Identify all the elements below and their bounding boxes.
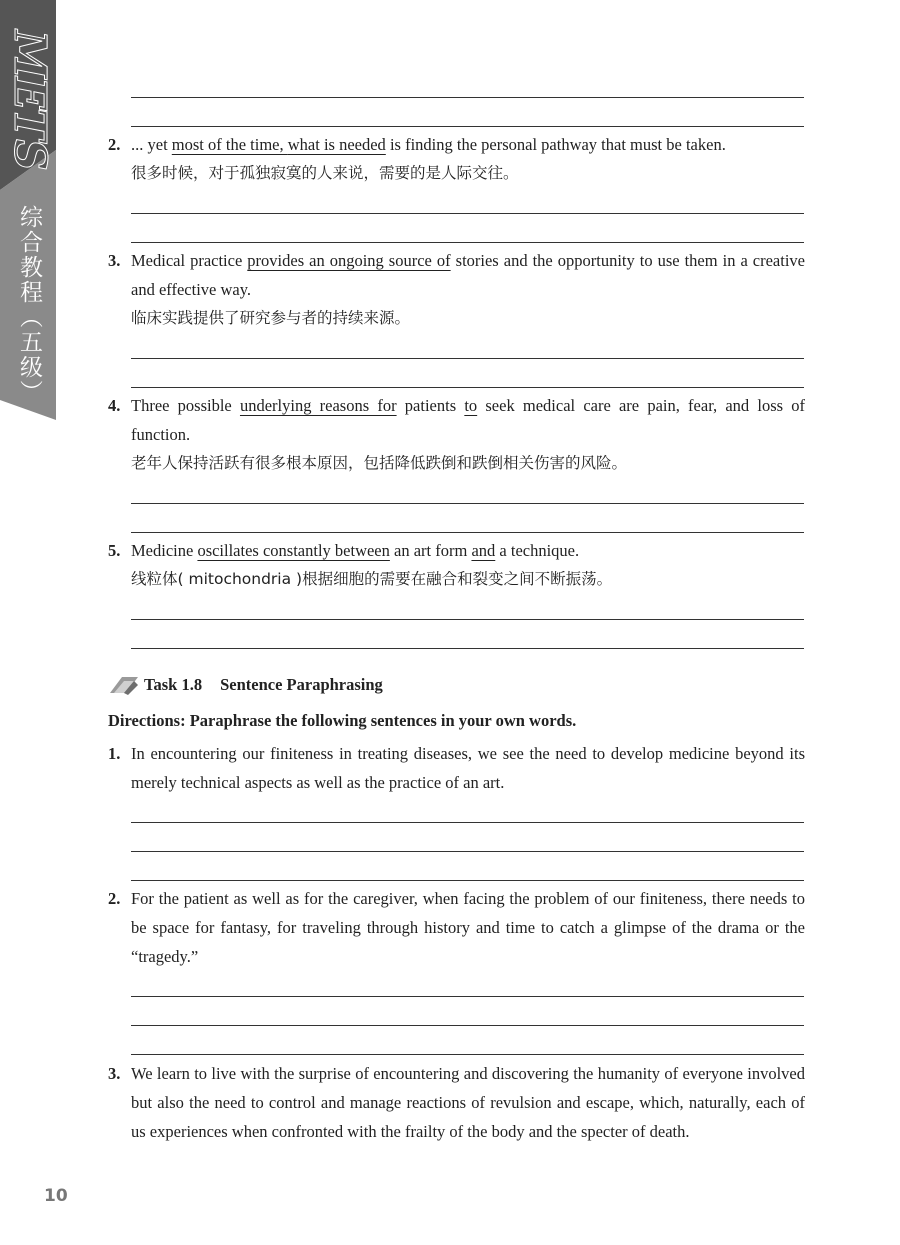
answer-line <box>131 619 804 620</box>
answer-line <box>131 358 804 359</box>
item-number: 1. <box>108 744 121 763</box>
answer-line <box>131 996 804 997</box>
answer-line <box>131 387 804 388</box>
item-sentence: In encountering our finiteness in treating diseases, we see the need to develop medicine beyond its merely technical aspects as well as the practice of an art. <box>131 744 805 792</box>
item-number: 3. <box>108 1064 121 1083</box>
paraphrase-item-3 <box>108 1059 805 1146</box>
answer-line <box>131 532 804 533</box>
item-number: 5. <box>108 541 121 560</box>
item-chinese: 老年人保持活跃有很多根本原因，包括降低跌倒和跌倒相关伤害的风险。 <box>131 454 628 472</box>
brand-logo-text: METS <box>4 30 55 169</box>
item-number: 3. <box>108 251 121 270</box>
item-english: Medicine oscillates constantly between an art form and a technique. <box>131 541 580 560</box>
answer-line <box>131 97 804 98</box>
translation-item-2 <box>108 130 805 188</box>
item-chinese: 很多时候，对于孤独寂寞的人来说，需要的是人际交往。 <box>131 164 519 182</box>
item-number: 2. <box>108 889 121 908</box>
paraphrase-item-2 <box>108 884 805 971</box>
answer-line <box>131 1025 804 1026</box>
answer-line <box>131 213 804 214</box>
item-english: ... yet most of the time, what is needed is finding the personal pathway that must be taken. <box>131 135 726 154</box>
item-english: Medical practice provides an ongoing source of stories and the opportunity to use them in a creative and effective way. <box>131 251 805 299</box>
sidebar-tab <box>0 0 56 420</box>
book-subtitle: 综合教程（五级） <box>16 205 42 405</box>
paraphrase-item-1 <box>108 739 805 797</box>
answer-line <box>131 1054 804 1055</box>
answer-line <box>131 648 804 649</box>
translation-item-3 <box>108 246 805 333</box>
translation-item-5 <box>108 536 805 594</box>
answer-line <box>131 126 804 127</box>
answer-line <box>131 851 804 852</box>
pen-ruler-icon <box>108 673 140 697</box>
item-english: Three possible underlying reasons for patients to seek medical care are pain, fear, and loss of function. <box>131 396 806 444</box>
answer-line <box>131 503 804 504</box>
item-number: 4. <box>108 396 121 415</box>
item-number: 2. <box>108 135 121 154</box>
task-label: Task 1.8 <box>144 675 203 694</box>
item-sentence: We learn to live with the surprise of encountering and discovering the humanity of everyone involved but also the need to control and manage reactions of revulsion and escape, which, naturally, each of us experiences when confronted with the frailty of the body and the specter of death. <box>131 1064 805 1141</box>
item-sentence: For the patient as well as for the caregiver, when facing the problem of our finiteness, there needs to be space for fantasy, for traveling through history and time to catch a glimpse of the drama or the “tragedy.” <box>131 889 805 966</box>
task-directions: Directions: Paraphrase the following sentences in your own words. <box>108 711 577 730</box>
answer-line <box>131 822 804 823</box>
item-chinese: 线粒体( mitochondria )根据细胞的需要在融合和裂变之间不断振荡。 <box>131 570 613 588</box>
answer-line <box>131 242 804 243</box>
task-title: Sentence Paraphrasing <box>220 675 383 694</box>
translation-item-4 <box>108 391 805 478</box>
page-number: 10 <box>44 1186 68 1206</box>
answer-line <box>131 880 804 881</box>
item-chinese: 临床实践提供了研究参与者的持续来源。 <box>131 309 411 327</box>
task-heading <box>108 672 383 698</box>
